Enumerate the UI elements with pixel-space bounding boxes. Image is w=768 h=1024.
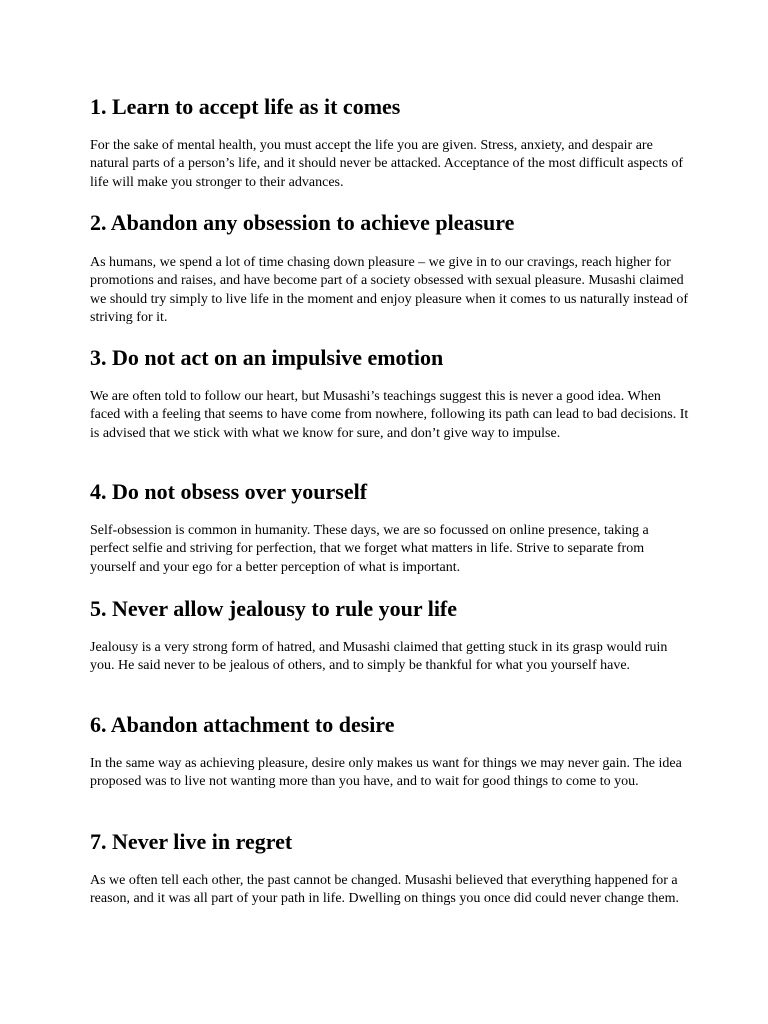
section-3-body: We are often told to follow our heart, but Musashi’s teachings suggest this is never a good idea. When faced with a feeling that seems to have come from nowhere, following its path can lead to bad decisions. It is advised that we stick with what we know for sure, and don’t give way to impulse. bbox=[90, 389, 689, 441]
section-3-heading: 3. Do not act on an impulsive emotion bbox=[90, 345, 444, 370]
section-5-heading: 5. Never allow jealousy to rule your life bbox=[90, 596, 458, 621]
section-2-body: As humans, we spend a lot of time chasing down pleasure – we give in to our cravings, reach higher for promotions and raises, and have become part of a society obsessed with sexual pleasure. Musashi claimed we should try simply to live life in the moment and enjoy pleasure when it comes to us naturally instead of striving for it. bbox=[90, 255, 688, 325]
section-1-body: For the sake of mental health, you must accept the life you are given. Stress, anxiety, and despair are natural parts of a person’s life, and it should never be attacked. Acceptance of the most difficult aspects of life will make you stronger to their advances. bbox=[90, 138, 683, 190]
section-4-heading: 4. Do not obsess over yourself bbox=[90, 479, 368, 504]
section-7-heading: 7. Never live in regret bbox=[90, 829, 293, 854]
section-7-body: As we often tell each other, the past cannot be changed. Musashi believed that everything happened for a reason, and it was all part of your path in life. Dwelling on things you once did could never change them. bbox=[90, 873, 680, 907]
section-2-heading: 2. Abandon any obsession to achieve pleasure bbox=[90, 210, 515, 235]
section-4-body: Self-obsession is common in humanity. These days, we are so focussed on online presence, taking a perfect selfie and striving for perfection, that we forget what matters in life. Strive to separate from yourself and your ego for a better perception of what is important. bbox=[90, 523, 649, 575]
section-5-body: Jealousy is a very strong form of hatred, and Musashi claimed that getting stuck in its grasp would ruin you. He said never to be jealous of others, and to simply be thankful for what you yourself have. bbox=[90, 640, 668, 674]
section-6-body: In the same way as achieving pleasure, desire only makes us want for things we may never gain. The idea proposed was to live not wanting more than you have, and to wait for good things to come to you. bbox=[90, 756, 682, 790]
section-1-heading: 1. Learn to accept life as it comes bbox=[90, 94, 401, 119]
section-6-heading: 6. Abandon attachment to desire bbox=[90, 712, 395, 737]
